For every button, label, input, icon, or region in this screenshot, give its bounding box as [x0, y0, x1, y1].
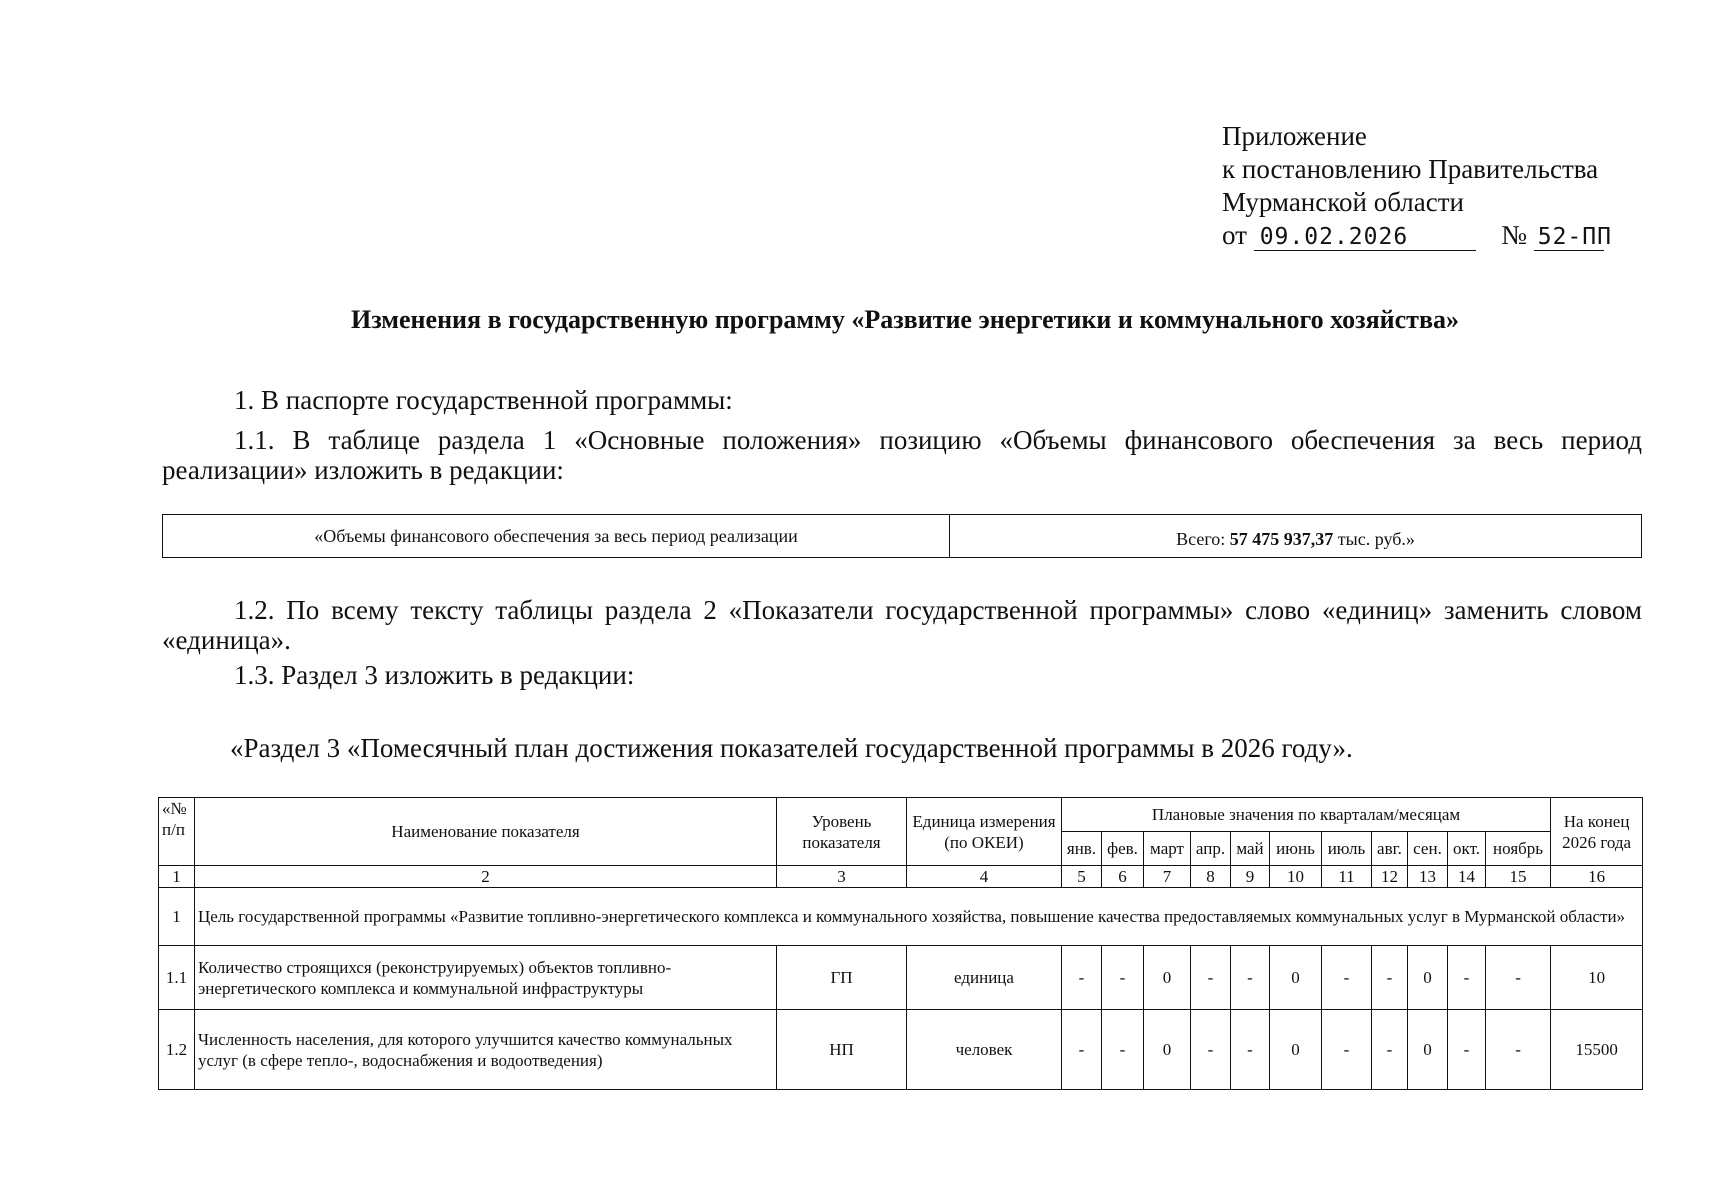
row-month-value: -	[1486, 946, 1551, 1010]
header-end: На конец 2026 года	[1551, 798, 1643, 866]
row-unit: человек	[907, 1010, 1062, 1090]
header-month: янв.	[1062, 832, 1102, 866]
appendix-block	[1222, 120, 1612, 252]
row-month-value: -	[1448, 1010, 1486, 1090]
goal-row	[159, 888, 1643, 946]
header-plan: Плановые значения по кварталам/месяцам	[1062, 798, 1551, 832]
row-month-value: -	[1322, 946, 1372, 1010]
header-month: ноябрь	[1486, 832, 1551, 866]
row-end-value: 10	[1551, 946, 1643, 1010]
row-month-value: -	[1372, 946, 1408, 1010]
header-month: июль	[1322, 832, 1372, 866]
column-number: 12	[1372, 866, 1408, 888]
row-month-value: -	[1322, 1010, 1372, 1090]
row-level: НП	[777, 1010, 907, 1090]
column-number: 8	[1191, 866, 1231, 888]
row-month-value: 0	[1144, 946, 1191, 1010]
paragraph-1-2: 1.2. По всему тексту таблицы раздела 2 «Показатели государственной программы» слово «единиц» заменить словом «единица».	[162, 595, 1642, 655]
header-unit: Единица измерения (по ОКЕИ)	[907, 798, 1062, 866]
finance-value-amount: 57 475 937,37	[1229, 528, 1334, 549]
column-number: 7	[1144, 866, 1191, 888]
row-month-value: -	[1102, 946, 1144, 1010]
finance-value	[950, 515, 1642, 558]
date-prefix: от	[1222, 220, 1247, 250]
column-number: 13	[1408, 866, 1448, 888]
plan-table	[158, 797, 1643, 1090]
row-indicator-name: Численность населения, для которого улучшится качество коммунальных услуг (в сфере тепло-, водоснабжения и водоотведения)	[195, 1010, 777, 1090]
column-number: 3	[777, 866, 907, 888]
header-month: окт.	[1448, 832, 1486, 866]
header-level: Уровень показателя	[777, 798, 907, 866]
row-month-value: 0	[1408, 1010, 1448, 1090]
finance-label: «Объемы финансового обеспечения за весь период реализации	[163, 515, 950, 558]
header-month: май	[1231, 832, 1270, 866]
row-level: ГП	[777, 946, 907, 1010]
finance-table	[162, 514, 1642, 558]
header-month: авг.	[1372, 832, 1408, 866]
row-num: 1.1	[159, 946, 195, 1010]
row-month-value: 0	[1270, 1010, 1322, 1090]
goal-text: Цель государственной программы «Развитие топливно-энергетического комплекса и коммунального хозяйства, повышение качества предоставляемых коммунальных услуг в Мурманской области»	[195, 888, 1643, 946]
table-row	[159, 1010, 1643, 1090]
column-number: 15	[1486, 866, 1551, 888]
row-num: 1.2	[159, 1010, 195, 1090]
row-month-value: -	[1062, 1010, 1102, 1090]
column-number: 4	[907, 866, 1062, 888]
column-number: 14	[1448, 866, 1486, 888]
header-month: фев.	[1102, 832, 1144, 866]
appendix-line-3: Мурманской области	[1222, 187, 1464, 217]
row-indicator-name: Количество строящихся (реконструируемых) объектов топливно-энергетического комплекса и коммунальной инфраструктуры	[195, 946, 777, 1010]
header-month: сен.	[1408, 832, 1448, 866]
column-number: 10	[1270, 866, 1322, 888]
row-month-value: -	[1191, 946, 1231, 1010]
row-month-value: -	[1486, 1010, 1551, 1090]
column-number: 11	[1322, 866, 1372, 888]
header-name: Наименование показателя	[195, 798, 777, 866]
column-number: 5	[1062, 866, 1102, 888]
row-month-value: -	[1448, 946, 1486, 1010]
row-end-value: 15500	[1551, 1010, 1643, 1090]
paragraph-1: 1. В паспорте государственной программы:	[234, 385, 733, 415]
row-unit: единица	[907, 946, 1062, 1010]
finance-value-prefix: Всего:	[1176, 528, 1230, 549]
decree-number: 52-ПП	[1534, 224, 1604, 251]
decree-date: 09.02.2026	[1254, 224, 1476, 251]
row-month-value: -	[1191, 1010, 1231, 1090]
column-number: 16	[1551, 866, 1643, 888]
row-month-value: 0	[1270, 946, 1322, 1010]
goal-num: 1	[159, 888, 195, 946]
header-month: апр.	[1191, 832, 1231, 866]
header-month: июнь	[1270, 832, 1322, 866]
paragraph-1-1: 1.1. В таблице раздела 1 «Основные положения» позицию «Объемы финансового обеспечения за весь период реализации» изложить в редакции:	[162, 425, 1642, 485]
document-title: Изменения в государственную программу «Развитие энергетики и коммунального хозяйства»	[351, 305, 1459, 334]
appendix-line-2: к постановлению Правительства	[1222, 154, 1599, 184]
row-month-value: -	[1231, 946, 1270, 1010]
appendix-line-1: Приложение	[1222, 121, 1367, 151]
header-month: март	[1144, 832, 1191, 866]
row-month-value: -	[1102, 1010, 1144, 1090]
column-number: 9	[1231, 866, 1270, 888]
finance-row	[163, 515, 1642, 558]
appendix-date-line	[1222, 219, 1612, 252]
row-month-value: -	[1062, 946, 1102, 1010]
column-number: 6	[1102, 866, 1144, 888]
number-prefix: №	[1501, 220, 1527, 250]
paragraph-1-3: 1.3. Раздел 3 изложить в редакции:	[234, 660, 635, 690]
row-month-value: 0	[1408, 946, 1448, 1010]
column-number: 2	[195, 866, 777, 888]
section-heading: «Раздел 3 «Помесячный план достижения показателей государственной программы в 2026 году».	[230, 733, 1353, 763]
column-number-row	[159, 866, 1643, 888]
header-row-1	[159, 798, 1643, 832]
header-num: «№ п/п	[159, 798, 195, 866]
finance-value-suffix: тыс. руб.»	[1333, 528, 1415, 549]
row-month-value: -	[1372, 1010, 1408, 1090]
row-month-value: 0	[1144, 1010, 1191, 1090]
row-month-value: -	[1231, 1010, 1270, 1090]
column-number: 1	[159, 866, 195, 888]
table-row	[159, 946, 1643, 1010]
